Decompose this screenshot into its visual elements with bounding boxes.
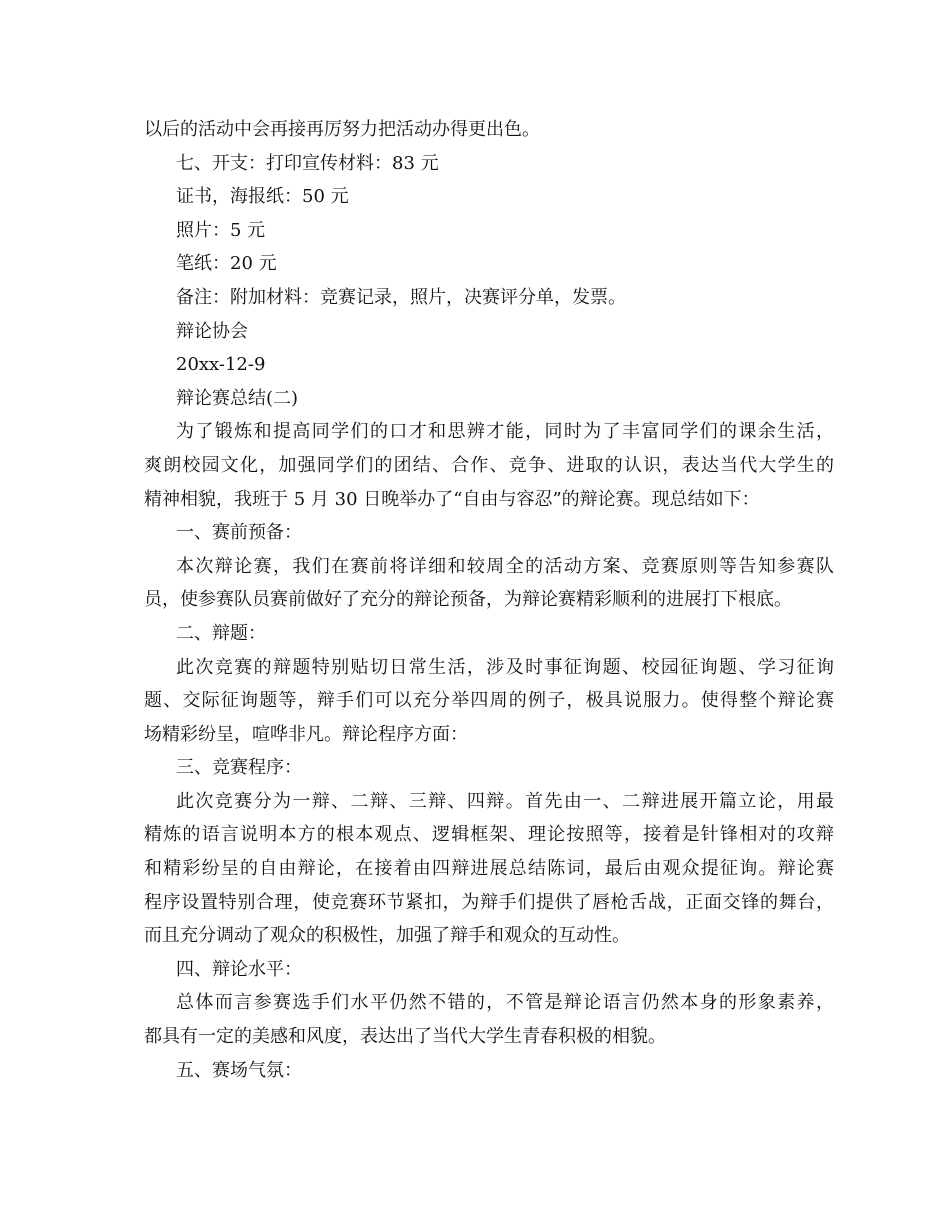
note-line: 备注：附加材料：竞赛记录，照片，决赛评分单，发票。 [176, 286, 626, 308]
section-title: 辩论赛总结(二) [176, 387, 299, 409]
document-body [144, 113, 834, 1087]
paragraph-line: 为了锻炼和提高同学们的口才和思辨才能，同时为了丰富同学们的课余生活， [176, 421, 834, 443]
paragraph-line: 员，使参赛队员赛前做好了充分的辩论预备，为辩论赛精彩顺利的进展打下根底。 [144, 589, 792, 611]
paragraph-line: 爽朗校园文化，加强同学们的团结、合作、竞争、进取的认识，表达当代大学生的 [144, 454, 834, 476]
paragraph-line: 此次竞赛分为一辩、二辩、三辩、四辩。首先由一、二辩进展开篇立论，用最 [176, 790, 834, 812]
signature-org: 辩论协会 [176, 320, 248, 342]
paragraph-line: 场精彩纷呈，喧哗非凡。辩论程序方面： [144, 723, 468, 745]
signature-date: 20xx-12-9 [176, 354, 266, 376]
paragraph-line: 以后的活动中会再接再厉努力把活动办得更出色。 [144, 119, 540, 140]
paragraph-line: 精神相貌，我班于 5 月 30 日晚举办了“自由与容忍”的辩论赛。现总结如下： [144, 488, 760, 510]
expense-line: 笔纸：20 元 [176, 253, 277, 275]
paragraph-line: 程序设置特别合理，使竞赛环节紧扣，为辩手们提供了唇枪舌战，正面交锋的舞台， [144, 891, 834, 913]
paragraph-line: 此次竞赛的辩题特别贴切日常生活，涉及时事征询题、校园征询题、学习征询 [176, 656, 834, 678]
section-heading: 五、赛场气氛： [176, 1059, 302, 1081]
paragraph-line: 题、交际征询题等，辩手们可以充分举四周的例子，极具说服力。使得整个辩论赛 [144, 690, 834, 712]
section-heading: 二、辩题： [176, 622, 266, 644]
expense-line: 七、开支：打印宣传材料：83 元 [176, 152, 439, 174]
expense-line: 照片：5 元 [176, 219, 266, 241]
paragraph-line: 而且充分调动了观众的积极性，加强了辩手和观众的互动性。 [144, 925, 630, 947]
section-heading: 三、竞赛程序： [176, 757, 302, 779]
paragraph-line: 和精彩纷呈的自由辩论，在接着由四辩进展总结陈词，最后由观众提征询。辩论赛 [144, 858, 834, 880]
expense-line: 证书，海报纸：50 元 [176, 186, 349, 208]
paragraph-line: 精炼的语言说明本方的根本观点、逻辑框架、理论按照等，接着是针锋相对的攻辩 [144, 824, 834, 846]
paragraph-line: 都具有一定的美感和风度，表达出了当代大学生青春积极的相貌。 [144, 1026, 666, 1048]
section-heading: 一、赛前预备： [176, 522, 302, 544]
paragraph-line: 总体而言参赛选手们水平仍然不错的，不管是辩论语言仍然本身的形象素养， [176, 992, 834, 1014]
section-heading: 四、辩论水平： [176, 958, 302, 980]
paragraph-line: 本次辩论赛，我们在赛前将详细和较周全的活动方案、竞赛原则等告知参赛队 [176, 555, 834, 577]
